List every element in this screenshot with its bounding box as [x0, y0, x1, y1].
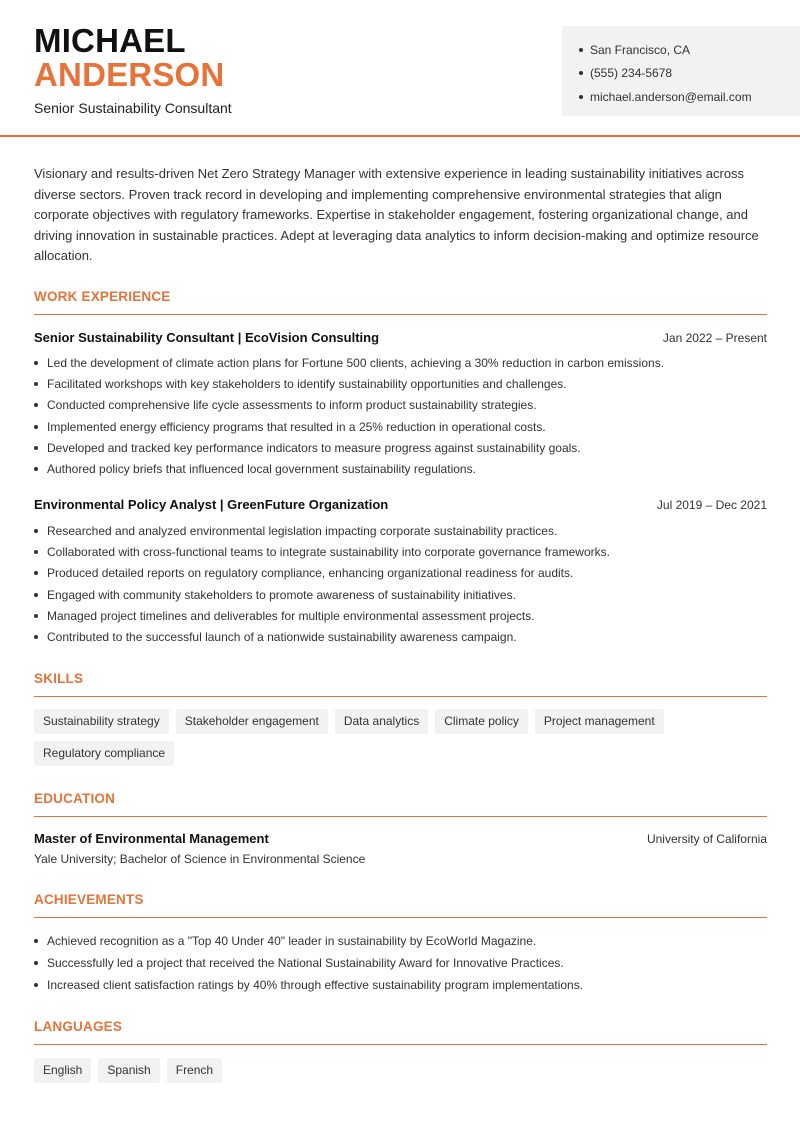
contact-phone-text: (555) 234-5678	[590, 66, 673, 81]
job-role: Senior Sustainability Consultant | EcoVision Consulting	[34, 330, 380, 345]
skills-list	[34, 709, 767, 766]
job-dates: Jul 2019 – Dec 2021	[656, 498, 767, 512]
list-item-text: Achieved recognition as a "Top 40 Under 40" leader in sustainability by EcoWorld Magazine.	[47, 934, 537, 948]
section-title-skills: SKILLS	[34, 671, 767, 697]
section-title-languages: LANGUAGES	[34, 1019, 767, 1045]
contact-location-text: San Francisco, CA	[590, 42, 691, 57]
list-item-text: Developed and tracked key performance indicators to measure progress against sustainability goals.	[47, 440, 581, 455]
list-item-text: Produced detailed reports on regulatory compliance, enhancing organizational readiness for audits.	[47, 566, 574, 581]
job-header	[34, 497, 767, 512]
bullet-icon	[34, 425, 38, 429]
list-item-text: Led the development of climate action plans for Fortune 500 clients, achieving a 30% reduction in carbon emissions.	[47, 355, 665, 370]
language-chip: French	[167, 1058, 222, 1083]
bullet-icon	[34, 361, 38, 365]
skill-chip: Sustainability strategy	[34, 709, 169, 734]
skill-chip: Stakeholder engagement	[176, 709, 328, 734]
bullet-icon	[34, 446, 38, 450]
skill-chip: Climate policy	[435, 709, 528, 734]
list-item-text: Implemented energy efficiency programs that resulted in a 25% reduction in operational costs.	[47, 419, 546, 434]
list-item	[34, 605, 767, 626]
bullet-icon	[34, 961, 38, 965]
bullet-icon	[34, 529, 38, 533]
list-item	[34, 563, 767, 584]
last-name: ANDERSON	[34, 56, 225, 93]
list-item	[34, 395, 767, 416]
list-item	[34, 974, 767, 996]
contact-box	[562, 26, 800, 116]
contact-email-text: michael.anderson@email.com	[590, 89, 752, 104]
education-degree: Master of Environmental Management	[34, 831, 269, 846]
list-item	[34, 373, 767, 394]
contact-phone	[579, 62, 800, 86]
skill-chip: Regulatory compliance	[34, 741, 174, 766]
job-role: Environmental Policy Analyst | GreenFuture Organization	[34, 497, 389, 512]
list-item	[34, 520, 767, 541]
section-title-achievements: ACHIEVEMENTS	[34, 892, 767, 918]
summary-paragraph: Visionary and results-driven Net Zero Strategy Manager with extensive experience in leading sustainability initiatives across diverse sectors. Proven track record in developing and implementing comprehensive environmental strategies that align corporate objectives with regulatory frameworks. Expertise in stakeholder engagement, fostering organizational change, and driving innovation in sustainable practices. Adept at leveraging data analytics to inform decision-making and optimize resource allocation.	[34, 166, 759, 263]
language-chip: Spanish	[98, 1058, 159, 1083]
list-item-text: Researched and analyzed environmental legislation impacting corporate sustainability practices.	[47, 523, 558, 538]
list-item	[34, 584, 767, 605]
bullet-icon	[34, 550, 38, 554]
section-title-education: EDUCATION	[34, 791, 767, 817]
education-detail: Yale University; Bachelor of Science in Environmental Science	[34, 852, 366, 866]
skill-chip: Data analytics	[335, 709, 428, 734]
contact-location	[579, 38, 800, 62]
list-item	[34, 458, 767, 479]
bullet-icon	[579, 48, 583, 52]
job-header	[34, 330, 767, 345]
list-item-text: Engaged with community stakeholders to promote awareness of sustainability initiatives.	[47, 587, 516, 602]
skill-chip: Project management	[535, 709, 664, 734]
bullet-icon	[34, 635, 38, 639]
section-title-work: WORK EXPERIENCE	[34, 289, 767, 315]
list-item	[34, 930, 767, 952]
first-name: MICHAEL	[34, 22, 186, 59]
job-bullets	[34, 520, 767, 648]
list-item	[34, 541, 767, 562]
bullet-icon	[34, 614, 38, 618]
list-item	[34, 952, 767, 974]
bullet-icon	[579, 95, 583, 99]
resume-header	[0, 0, 800, 137]
job-dates: Jan 2022 – Present	[662, 331, 767, 345]
bullet-icon	[34, 403, 38, 407]
list-item	[34, 416, 767, 437]
contact-email	[579, 85, 800, 109]
languages-list	[34, 1058, 767, 1083]
bullet-icon	[34, 382, 38, 386]
bullet-icon	[34, 983, 38, 987]
list-item-text: Contributed to the successful launch of a nationwide sustainability awareness campaign.	[47, 630, 517, 645]
education-school: University of California	[646, 832, 767, 846]
job-bullets	[34, 352, 767, 480]
bullet-icon	[34, 571, 38, 575]
list-item-text: Facilitated workshops with key stakeholders to identify sustainability opportunities and challenges.	[47, 376, 567, 391]
list-item	[34, 626, 767, 647]
education-header	[34, 831, 767, 846]
list-item-text: Collaborated with cross-functional teams to integrate sustainability into corporate governance frameworks.	[47, 544, 610, 559]
bullet-icon	[34, 467, 38, 471]
language-chip: English	[34, 1058, 91, 1083]
list-item-text: Conducted comprehensive life cycle assessments to inform product sustainability strategies.	[47, 398, 537, 413]
bullet-icon	[579, 71, 583, 75]
list-item-text: Increased client satisfaction ratings by 40% through effective sustainability program implementations.	[47, 978, 584, 992]
bullet-icon	[34, 593, 38, 597]
achievements-list	[34, 930, 767, 996]
list-item-text: Successfully led a project that received the National Sustainability Award for Innovative Practices.	[47, 956, 564, 970]
list-item	[34, 437, 767, 458]
list-item	[34, 352, 767, 373]
list-item-text: Managed project timelines and deliverables for multiple environmental assessment projects.	[47, 608, 535, 623]
job-title: Senior Sustainability Consultant	[34, 100, 232, 116]
list-item-text: Authored policy briefs that influenced local government sustainability regulations.	[47, 462, 476, 477]
bullet-icon	[34, 939, 38, 943]
